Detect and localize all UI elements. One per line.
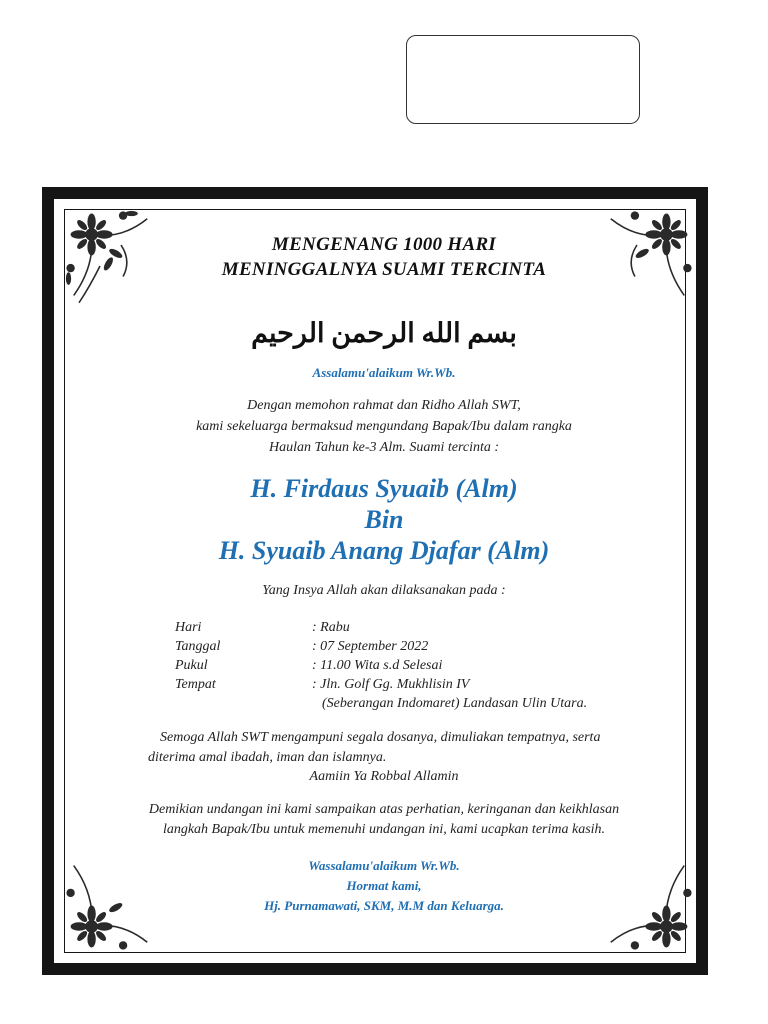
signoff-salam: Wassalamu'alaikum Wr.Wb. xyxy=(308,858,460,873)
greeting: Assalamu'alaikum Wr.Wb. xyxy=(312,365,456,380)
detail-label-tanggal: Tanggal xyxy=(175,639,221,654)
closing-line-1: Demikian undangan ini kami sampaikan atas perhatian, keringanan dan keikhlasan xyxy=(148,802,620,817)
detail-label-tempat: Tempat xyxy=(175,677,216,692)
bismillah-calligraphy: بسم الله الرحمن الرحيم xyxy=(251,318,517,348)
schedule-intro: Yang Insya Allah akan dilaksanakan pada : xyxy=(262,583,506,598)
aamiin: Aamiin Ya Robbal Allamin xyxy=(309,769,459,784)
detail-value-tanggal: : 07 September 2022 xyxy=(312,639,429,654)
detail-place-extra: (Seberangan Indomaret) Landasan Ulin Utara. xyxy=(322,696,588,711)
title-line-1: MENGENANG 1000 HARI xyxy=(271,234,497,255)
intro-line-2: kami sekeluarga bermaksud mengundang Bapak/Ibu dalam rangka xyxy=(196,419,572,434)
detail-value-tempat: : Jln. Golf Gg. Mukhlisin IV xyxy=(312,677,470,692)
title-line-2: MENINGGALNYA SUAMI TERCINTA xyxy=(221,259,547,280)
prayer-line-2: diterima amal ibadah, iman dan islamnya. xyxy=(148,750,387,765)
father-name: H. Syuaib Anang Djafar (Alm) xyxy=(218,536,550,565)
signoff-family: Hj. Purnamawati, SKM, M.M dan Keluarga. xyxy=(264,898,504,913)
detail-label-hari: Hari xyxy=(175,620,202,635)
prayer-line-1: Semoga Allah SWT mengampuni segala dosanya, dimuliakan tempatnya, serta xyxy=(160,730,601,745)
deceased-name: H. Firdaus Syuaib (Alm) xyxy=(250,474,518,503)
bin-label: Bin xyxy=(364,505,404,534)
detail-label-pukul: Pukul xyxy=(175,658,208,673)
intro-line-1: Dengan memohon rahmat dan Ridho Allah SWT, xyxy=(247,398,521,413)
closing-line-2: langkah Bapak/Ibu untuk memenuhi undangan ini, kami ucapkan terima kasih. xyxy=(162,822,606,837)
detail-value-pukul: : 11.00 Wita s.d Selesai xyxy=(312,658,443,673)
signoff-hormat: Hormat kami, xyxy=(346,878,422,893)
intro-line-3: Haulan Tahun ke-3 Alm. Suami tercinta : xyxy=(268,440,500,455)
detail-value-hari: : Rabu xyxy=(312,620,350,635)
